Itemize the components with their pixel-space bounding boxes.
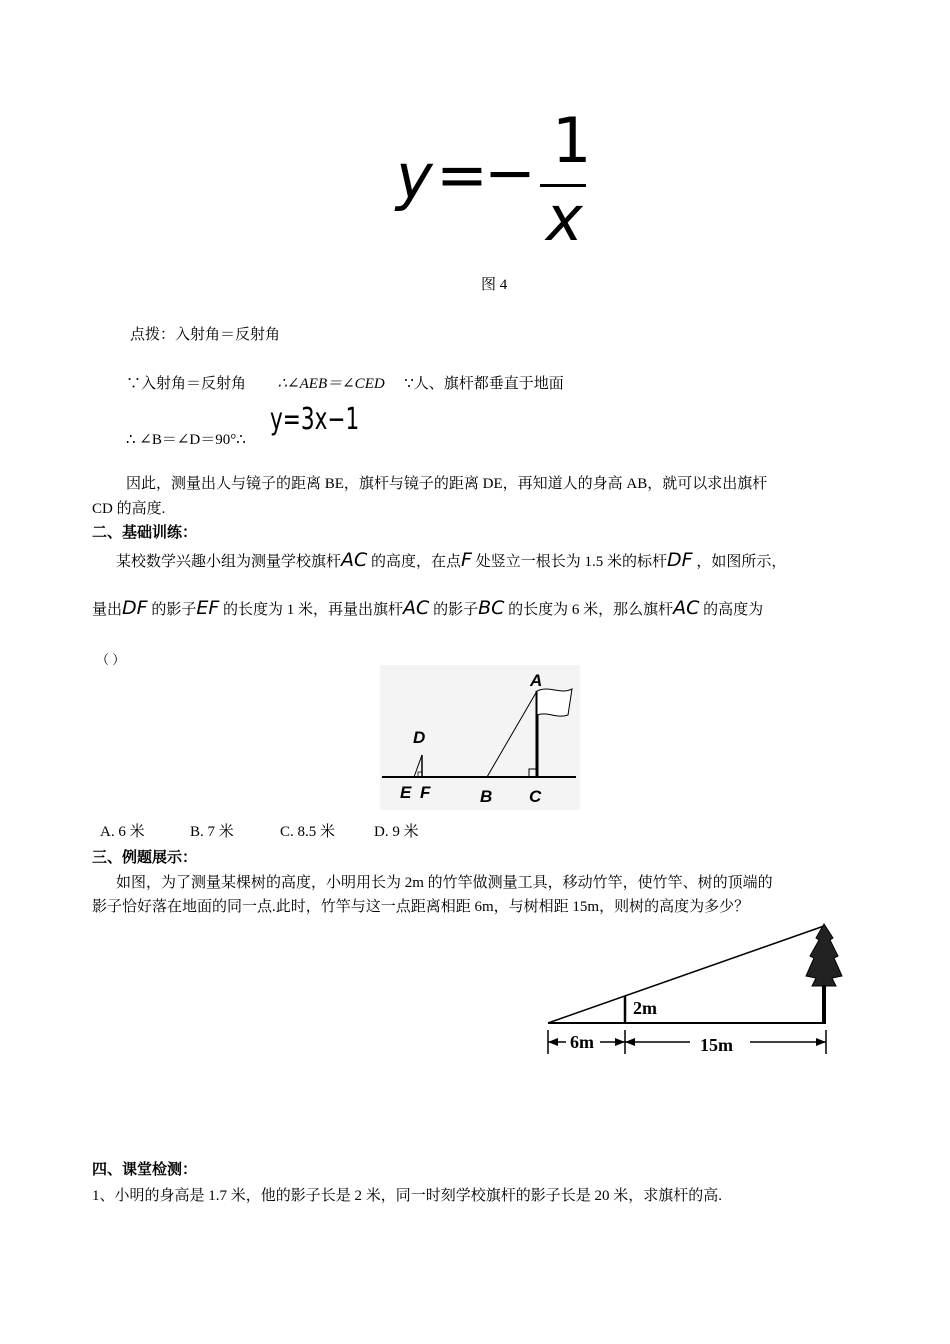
therefore-line-text: ∴ ∠B＝∠D＝90°∴	[126, 432, 246, 448]
section2-question-line2	[92, 598, 763, 620]
conclusion-line2: CD 的高度.	[92, 501, 166, 517]
q2-text-c: 的长度为 1 米，再量出旗杆	[223, 602, 404, 618]
reason-therefore1: ∴∠AEB＝∠CED	[277, 376, 385, 392]
tree-figure	[540, 920, 860, 1055]
tree-trunk	[822, 982, 826, 1023]
option-a: A. 6 米	[100, 824, 145, 840]
label-F: F	[420, 783, 431, 802]
var-BC: BC	[478, 597, 505, 619]
section2-question-line1	[116, 550, 786, 572]
label-2m: 2m	[633, 998, 657, 1018]
dim-arrow-right-b	[816, 1038, 826, 1046]
eq-numerator: 1	[552, 104, 592, 177]
section3-line2: 影子恰好落在地面的同一点.此时，竹竿与这一点距离相距 6m，与树相距 15m，则树的高度为多少？	[92, 899, 750, 915]
flagpole-figure	[380, 665, 580, 810]
option-c: C. 8.5 米	[280, 824, 336, 840]
dim-arrow-left-b	[615, 1038, 625, 1046]
option-d: D. 9 米	[374, 824, 419, 840]
hint-line: 点拨：入射角＝反射角	[130, 327, 281, 343]
q1-text-c: 处竖立一根长为 1.5 米的标杆	[475, 554, 667, 570]
option-b: B. 7 米	[190, 824, 234, 840]
q2-text-b: 的影子	[151, 602, 197, 618]
label-6m: 6m	[570, 1032, 594, 1052]
eq-minus: −	[484, 136, 536, 209]
flag-shape	[537, 689, 572, 716]
answer-blank: （ ）	[96, 652, 126, 667]
var-AC-3: AC	[673, 597, 700, 619]
var-AC-2: AC	[403, 597, 430, 619]
var-F: F	[461, 549, 472, 571]
label-B: B	[480, 787, 493, 806]
section4-question1: 1、小明的身高是 1.7 米，他的影子长是 2 米，同一时刻学校旗杆的影子长是 20 米，求旗杆的高.	[92, 1188, 723, 1204]
q2-text-a: 量出	[92, 602, 123, 618]
label-A: A	[530, 671, 543, 690]
eq-denominator: x	[546, 182, 583, 255]
top-equation	[392, 104, 592, 255]
conclusion-line1: 因此，测量出人与镜子的距离 BE，旗杆与镜子的距离 DE，再知道人的身高 AB，就可以求出旗杆	[126, 476, 768, 492]
dim-arrow-left-a	[548, 1038, 558, 1046]
q2-text-e: 的长度为 6 米，那么旗杆	[508, 602, 674, 618]
dim-arrow-right-a	[625, 1038, 635, 1046]
section2-heading: 二、基础训练：	[92, 525, 198, 541]
q2-text-d: 的影子	[433, 602, 479, 618]
eq-equals: =	[436, 138, 488, 211]
therefore-line-equation: y=3x−1	[270, 402, 360, 437]
sight-line	[548, 926, 824, 1023]
label-15m: 15m	[700, 1035, 733, 1055]
var-EF: EF	[196, 597, 220, 619]
tree-crown	[806, 924, 842, 986]
q1-text-a: 某校数学兴趣小组为测量学校旗杆	[116, 554, 342, 570]
q1-text-b: 的高度，在点	[371, 554, 462, 570]
figure4-caption: 图 4	[481, 277, 508, 293]
var-AC: AC	[341, 549, 368, 571]
label-D: D	[413, 728, 426, 747]
q2-text-f: 的高度为	[703, 602, 764, 618]
var-DF-2: DF	[122, 597, 148, 619]
reason-because1: ∵入射角＝反射角	[126, 376, 247, 392]
section3-line1: 如图，为了测量某棵树的高度，小明用长为 2m 的竹竿做测量工具，移动竹竿，使竹竿、树的顶端的	[116, 875, 773, 891]
section3-heading: 三、例题展示：	[92, 850, 198, 866]
label-E: E	[400, 783, 412, 802]
label-C: C	[529, 787, 542, 806]
eq-y: y	[396, 140, 433, 213]
var-DF: DF	[667, 549, 693, 571]
reason-because2: ∵人、旗杆都垂直于地面	[404, 376, 564, 392]
reason-line	[126, 374, 564, 394]
q1-text-d: ，如图所示，	[696, 554, 787, 570]
section4-heading: 四、课堂检测：	[92, 1162, 198, 1178]
